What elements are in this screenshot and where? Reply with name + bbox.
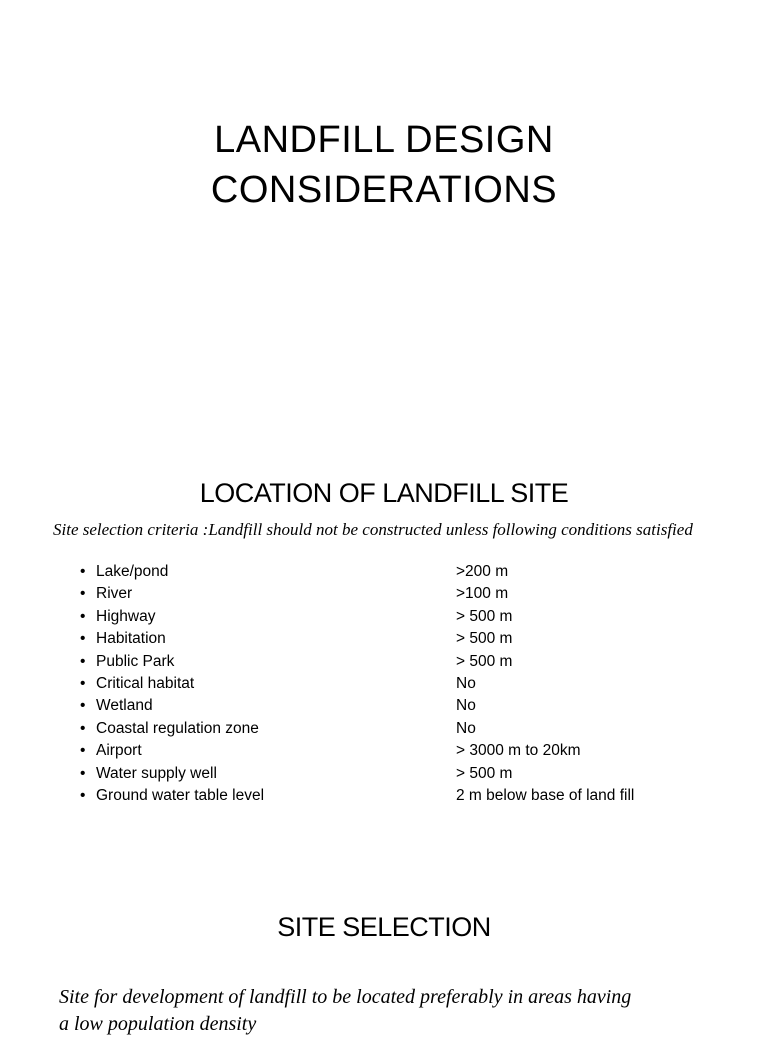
criteria-row [80,608,720,630]
criteria-value: >200 m [456,563,509,580]
criteria-name: River [96,585,133,603]
site-selection-text [59,984,739,1038]
criteria-name: Highway [96,607,156,625]
criteria-name: Public Park [96,652,175,670]
bullet-icon: • [80,719,86,737]
criteria-row [80,675,720,697]
main-title-line-2: CONSIDERATIONS [210,169,558,211]
bullet-icon: • [80,786,86,804]
criteria-name: Lake/pond [96,563,169,580]
criteria-value: > 500 m [456,652,513,670]
criteria-row [80,720,720,742]
criteria-intro: Site selection criteria :Landfill should not be constructed unless following conditions satisfied [53,520,693,539]
bullet-icon: • [80,563,86,580]
criteria-value: No [456,719,476,737]
location-heading: LOCATION OF LANDFILL SITE [199,478,569,508]
criteria-row [80,742,720,764]
bullet-icon: • [80,764,86,782]
criteria-value: > 3000 m to 20km [456,742,581,760]
criteria-list [80,563,720,809]
main-title-line-1: LANDFILL DESIGN [214,119,554,161]
bullet-icon: • [80,652,86,670]
criteria-value: 2 m below base of land fill [456,786,635,804]
criteria-row [80,697,720,719]
bullet-icon: • [80,607,86,625]
criteria-name: Ground water table level [96,786,265,804]
criteria-name: Critical habitat [96,674,195,692]
site-selection-slide [0,864,768,1035]
criteria-row [80,653,720,675]
criteria-row [80,787,720,809]
site-selection-heading: SITE SELECTION [277,912,491,942]
title-slide [0,0,768,432]
criteria-value: No [456,674,476,692]
criteria-row [80,585,720,607]
bullet-icon: • [80,742,86,760]
criteria-value: >100 m [456,585,509,603]
criteria-name: Habitation [96,630,166,648]
bullet-icon: • [80,585,86,603]
site-selection-text-line-2: a low population density [59,1013,257,1035]
criteria-name: Water supply well [96,764,217,782]
site-selection-text-line-1: Site for development of landfill to be located preferably in areas having [59,986,632,1008]
criteria-row [80,563,720,585]
location-slide [0,432,768,864]
criteria-value: > 500 m [456,607,513,625]
criteria-value: No [456,697,476,715]
criteria-value: > 500 m [456,630,513,648]
criteria-name: Wetland [96,697,153,715]
criteria-name: Airport [96,742,142,760]
bullet-icon: • [80,697,86,715]
criteria-value: > 500 m [456,764,513,782]
criteria-row [80,765,720,787]
criteria-name: Coastal regulation zone [96,719,259,737]
bullet-icon: • [80,630,86,648]
criteria-row [80,630,720,652]
bullet-icon: • [80,674,86,692]
main-title [0,115,768,215]
